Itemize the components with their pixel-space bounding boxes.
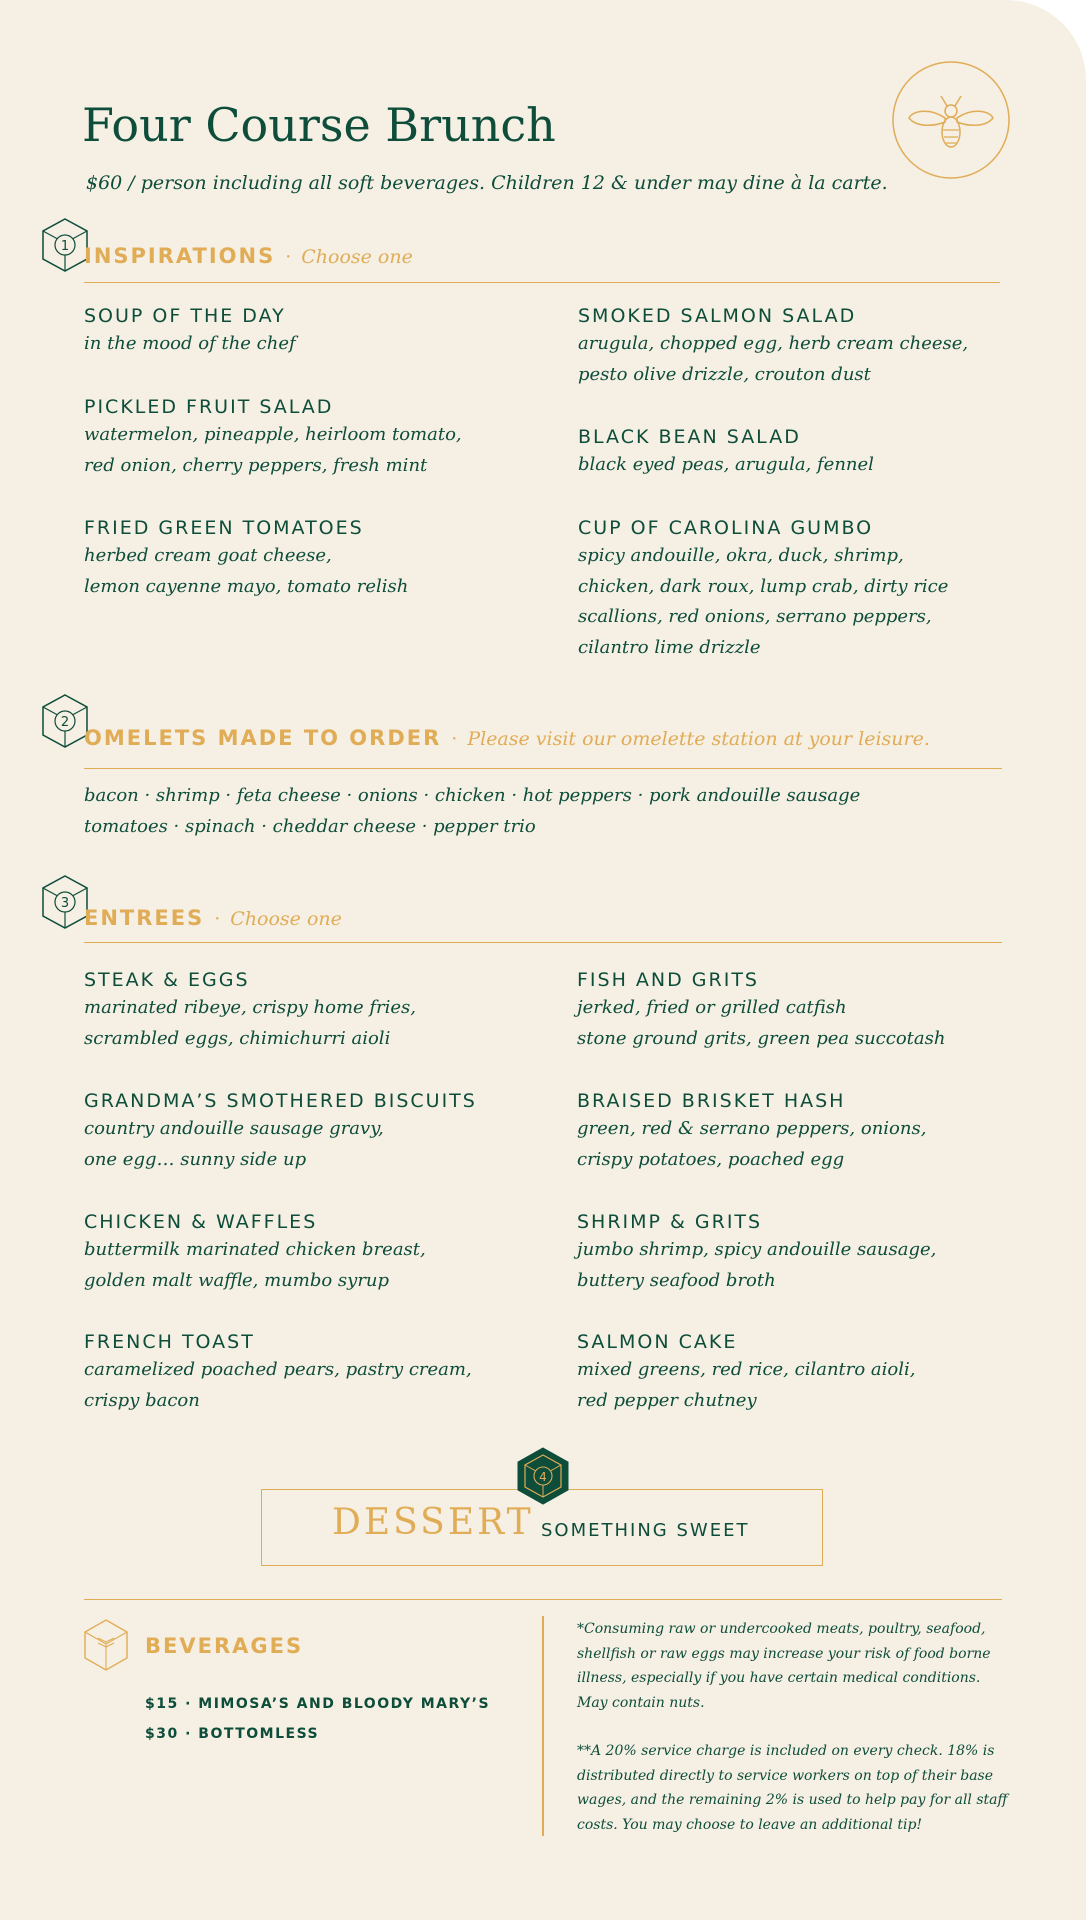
note-line: illness, especially if you have certain medical conditions. <box>577 1670 981 1686</box>
menu-item-desc: jumbo shrimp, spicy andouille sausage, <box>577 1239 937 1260</box>
service-charge-note <box>577 1739 1007 1837</box>
menu-item-desc: buttery seafood broth <box>577 1269 776 1291</box>
menu-item-name: SALMON CAKE <box>577 1331 738 1353</box>
menu-item-name: SMOKED SALMON SALAD <box>578 305 857 327</box>
section-title: INSPIRATIONS <box>84 244 276 268</box>
footer-divider <box>84 1599 1002 1600</box>
section-header-inspirations <box>84 244 413 268</box>
course-2-number: 2 <box>60 715 70 730</box>
note-line: **A 20% service charge is included on every check. 18% is <box>577 1743 995 1759</box>
menu-item-desc: arugula, chopped egg, herb cream cheese, <box>578 333 969 354</box>
section-separator: · <box>285 246 292 268</box>
section-header-entrees <box>84 906 342 930</box>
note-line: distributed directly to service workers on top of their base <box>577 1767 994 1784</box>
menu-item-desc: cilantro lime drizzle <box>578 636 761 658</box>
section-note: Choose one <box>230 908 342 930</box>
section-divider <box>84 282 1000 283</box>
note-line: wages, and the remaining 2% is used to help pay for all staff <box>577 1792 1008 1808</box>
course-1-number: 1 <box>60 239 70 254</box>
bee-icon <box>891 60 1011 180</box>
menu-item-name: SHRIMP & GRITS <box>577 1211 763 1233</box>
menu-item-desc: pesto olive drizzle, crouton dust <box>578 363 871 385</box>
menu-item-desc: chicken, dark roux, lump crab, dirty rice <box>578 575 949 597</box>
dessert-title: DESSERT <box>332 1502 534 1543</box>
menu-item-desc: country andouille sausage gravy, <box>84 1118 384 1139</box>
dessert-tagline: SOMETHING SWEET <box>541 1520 750 1541</box>
beverages-title: BEVERAGES <box>145 1634 304 1658</box>
menu-item-desc: red pepper chutney <box>577 1389 757 1411</box>
menu-item <box>578 303 1018 390</box>
page-title: Four Course Brunch <box>82 98 556 152</box>
menu-item-desc: marinated ribeye, crispy home fries, <box>84 997 417 1018</box>
menu-item-name: CUP OF CAROLINA GUMBO <box>578 517 874 539</box>
menu-item <box>577 1088 1017 1175</box>
section-title: ENTREES <box>84 906 205 930</box>
omelet-ingredients-line: tomatoes · spinach · cheddar cheese · pepper trio <box>84 816 536 837</box>
menu-item-desc: lemon cayenne mayo, tomato relish <box>84 575 409 597</box>
menu-item-name: SOUP OF THE DAY <box>84 305 286 327</box>
section-separator: · <box>451 728 458 750</box>
menu-item-desc: red onion, cherry peppers, fresh mint <box>84 454 428 476</box>
course-1-badge-icon <box>40 217 90 273</box>
section-divider <box>84 942 1002 943</box>
menu-item-desc: watermelon, pineapple, heirloom tomato, <box>84 424 462 445</box>
section-title: OMELETS MADE TO ORDER <box>84 726 442 750</box>
menu-item-name: CHICKEN & WAFFLES <box>84 1211 318 1233</box>
note-line: May contain nuts. <box>577 1694 705 1711</box>
menu-item-desc: in the mood of the chef <box>84 333 296 354</box>
menu-item <box>84 303 524 360</box>
menu-item-desc: crispy bacon <box>84 1389 200 1411</box>
course-4-number: 4 <box>539 1470 547 1484</box>
menu-item-name: FRENCH TOAST <box>84 1331 255 1353</box>
section-header-omelets <box>84 726 930 750</box>
menu-item-desc: herbed cream goat cheese, <box>84 545 332 566</box>
menu-item-desc: buttermilk marinated chicken breast, <box>84 1239 426 1260</box>
section-note: Please visit our omelette station at your leisure. <box>467 728 930 750</box>
menu-item-desc: caramelized poached pears, pastry cream, <box>84 1359 472 1380</box>
consumption-advisory <box>577 1617 991 1715</box>
omelet-ingredients-line: bacon · shrimp · feta cheese · onions · chicken · hot peppers · pork andouille sausage <box>84 785 861 806</box>
course-3-badge-icon <box>40 874 90 930</box>
menu-item-desc: one egg… sunny side up <box>84 1148 307 1170</box>
menu-item-desc: jerked, fried or grilled catfish <box>577 997 847 1018</box>
menu-item-desc: spicy andouille, okra, duck, shrimp, <box>578 545 904 566</box>
menu-item <box>84 515 524 602</box>
menu-item-name: PICKLED FRUIT SALAD <box>84 396 334 418</box>
menu-item <box>577 1209 1017 1296</box>
menu-item-desc: scallions, red onions, serrano peppers, <box>578 606 932 627</box>
menu-item <box>84 1209 524 1296</box>
menu-item-name: FRIED GREEN TOMATOES <box>84 517 364 539</box>
section-separator: · <box>214 908 221 930</box>
menu-item-desc: crispy potatoes, poached egg <box>577 1148 845 1170</box>
menu-item <box>578 515 1018 663</box>
beverage-hexagon-icon <box>82 1618 130 1672</box>
menu-item-desc: mixed greens, red rice, cilantro aioli, <box>577 1359 916 1380</box>
section-note: Choose one <box>301 246 413 268</box>
footer-vertical-divider <box>542 1616 544 1836</box>
menu-item-desc: golden malt waffle, mumbo syrup <box>84 1269 390 1291</box>
menu-item <box>578 424 1018 481</box>
menu-item-name: BLACK BEAN SALAD <box>578 426 801 448</box>
menu-item-desc: black eyed peas, arugula, fennel <box>578 454 874 475</box>
section-divider <box>84 768 1002 769</box>
note-line: costs. You may choose to leave an additional tip! <box>577 1816 923 1833</box>
menu-item <box>577 967 1017 1054</box>
menu-item-desc: scrambled eggs, chimichurri aioli <box>84 1027 391 1049</box>
menu-item-desc: green, red & serrano peppers, onions, <box>577 1118 927 1139</box>
beverage-price-line: $30 · BOTTOMLESS <box>145 1726 320 1742</box>
beverage-price-line: $15 · MIMOSA’S AND BLOODY MARY’S <box>145 1696 491 1712</box>
menu-item <box>84 1088 524 1175</box>
menu-item-name: GRANDMA’S SMOTHERED BISCUITS <box>84 1090 477 1112</box>
course-3-number: 3 <box>60 896 70 911</box>
menu-item <box>577 1329 1017 1416</box>
menu-item-name: FISH AND GRITS <box>577 969 759 991</box>
menu-item-name: BRAISED BRISKET HASH <box>577 1090 846 1112</box>
menu-item <box>84 1329 524 1416</box>
menu-item-desc: stone ground grits, green pea succotash <box>577 1027 946 1049</box>
note-line: shellfish or raw eggs may increase your risk of food borne <box>577 1645 991 1662</box>
menu-item <box>84 967 524 1054</box>
menu-item-name: STEAK & EGGS <box>84 969 250 991</box>
course-2-badge-icon <box>40 693 90 749</box>
menu-item <box>84 394 524 481</box>
note-line: *Consuming raw or undercooked meats, poultry, seafood, <box>577 1621 986 1637</box>
course-4-badge-icon <box>517 1447 569 1505</box>
page-subtitle: $60 / person including all soft beverages. Children 12 & under may dine à la carte. <box>86 172 888 194</box>
